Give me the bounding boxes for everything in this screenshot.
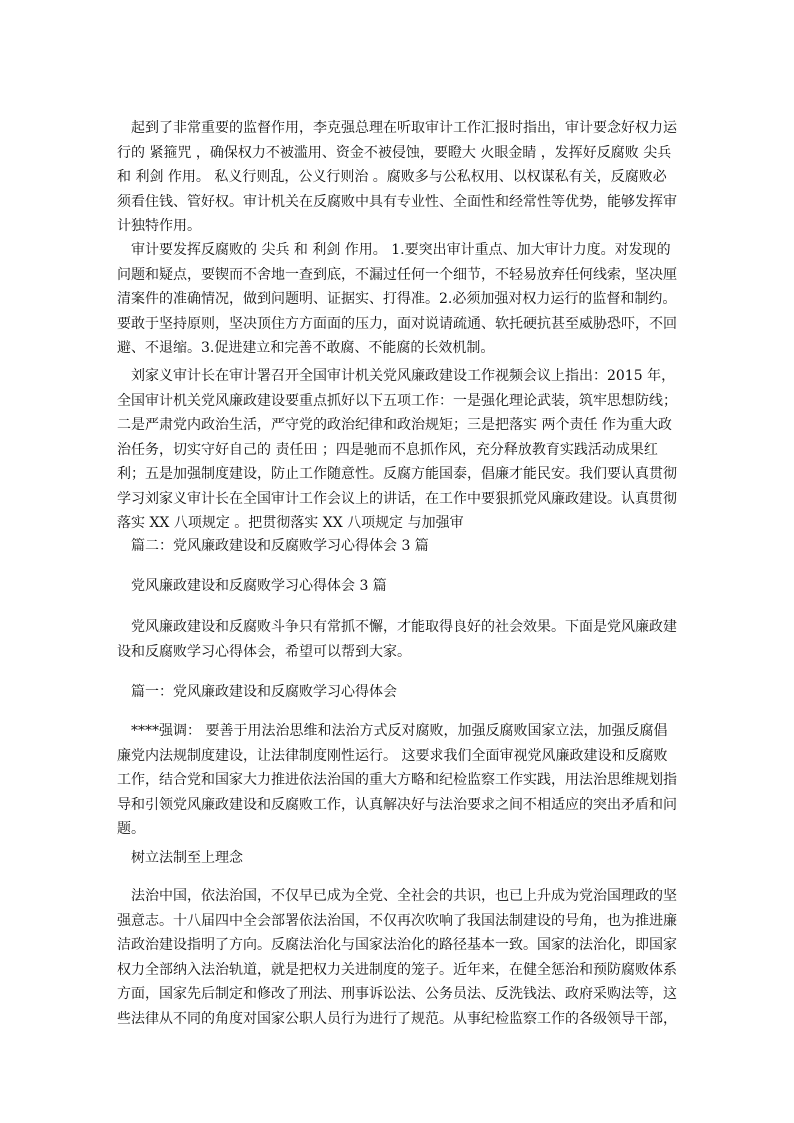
paragraph-audit-role: 审计要发挥反腐败的 尖兵 和 利剑 作用。 1.要突出审计重点、加大审计力度。对发现的问题和疑点，要锲而不舍地一查到底，不漏过任何一个细节，不轻易放弃任何线索，坚决厘清案件的准确情况，做到问题明、证据实、打得准。2.必须加强对权力运行的监督和制约。要敢于坚持原则，坚决顶住方方面面的压力，面对说请疏通、软托硬抗甚至威胁恐吓，不回避、不退缩。3.促进建立和完善不敢腐、不能腐的长效机制。 bbox=[117, 242, 677, 356]
paragraph-rule-of-law: ****强调： 要善于用法治思维和法治方式反对腐败，加强反腐败国家立法，加强反腐倡廉党内法规制度建设，让法律制度刚性运行。 这要求我们全面审视党风廉政建设和反腐败工作，结合党和国家大力推进依法治国的重大方略和纪检监察工作实践，用法治思维规划指导和引领党风廉政建设和反腐败工作，认真解决好与法治要求之间不相适应的突出矛盾和问题。 bbox=[117, 723, 677, 837]
paragraph-introduction: 党风廉政建设和反腐败斗争只有常抓不懈，才能取得良好的社会效果。下面是党风廉政建设和反腐败学习心得体会，希望可以帮到大家。 bbox=[117, 619, 677, 660]
paragraph-liu-jiayi-speech: 刘家义审计长在审计署召开全国审计机关党风廉政建设工作视频会议上指出：2015 年，全国审计机关党风廉政建设要重点抓好以下五项工作：一是强化理论武装，筑牢思想防线；二是严肃党内政治生活，严守党的政治纪律和政治规矩；三是把落实 两个责任 作为重大政治任务，切实守好自己的 责任田 ；四是驰而不息抓作风，充分释放教育实践活动成果红利；五是加强制度建设，防止工作随意性。反腐方能国泰，倡廉才能民安。我们要认真贯彻学习刘家义审计长在全国审计工作会议上的讲话，在工作中要狠抓党风廉政建设。认真贯彻落实 XX 八项规定 。把贯彻落实 XX 八项规定 与加强审 bbox=[117, 368, 677, 531]
paragraph-audit-supervision: 起到了非常重要的监督作用，李克强总理在听取审计工作汇报时指出，审计要念好权力运行的 紧箍咒 ，确保权力不被滥用、资金不被侵蚀，要瞪大 火眼金睛 ，发挥好反腐败 尖兵 和 利剑 作用。 私义行则乱，公义行则治 。腐败多与公私权用、以权谋私有关，反腐败必须看住钱、管好权。审计机关在反腐败中具有专业性、全面性和经常性等优势，能够发挥审计独特作用。 bbox=[117, 120, 677, 234]
subheading-legal-supremacy: 树立法制至上理念 bbox=[117, 850, 243, 866]
section-heading-part-one: 篇一：党风廉政建设和反腐败学习心得体会 bbox=[117, 684, 397, 700]
paragraph-rule-of-law-china: 法治中国，依法治国，不仅早已成为全党、全社会的共识，也已上升成为党治国理政的坚强意志。十八届四中全会部署依法治国，不仅再次吹响了我国法制建设的号角，也为推进廉洁政治建设指明了方向。反腐法治化与国家法治化的路径基本一致。国家的法治化，即国家权力全部纳入法治轨道，就是把权力关进制度的笼子。近年来，在健全惩治和预防腐败体系方面，国家先后制定和修改了刑法、刑事诉讼法、公务员法、反洗钱法、政府采购法等，这些法律从不同的角度对国家公职人员行为进行了规范。从事纪检监察工作的各级领导干部， bbox=[117, 888, 677, 1027]
section-heading-part-two: 篇二：党风廉政建设和反腐败学习心得体会 3 篇 bbox=[117, 538, 429, 554]
article-title: 党风廉政建设和反腐败学习心得体会 3 篇 bbox=[117, 578, 387, 594]
